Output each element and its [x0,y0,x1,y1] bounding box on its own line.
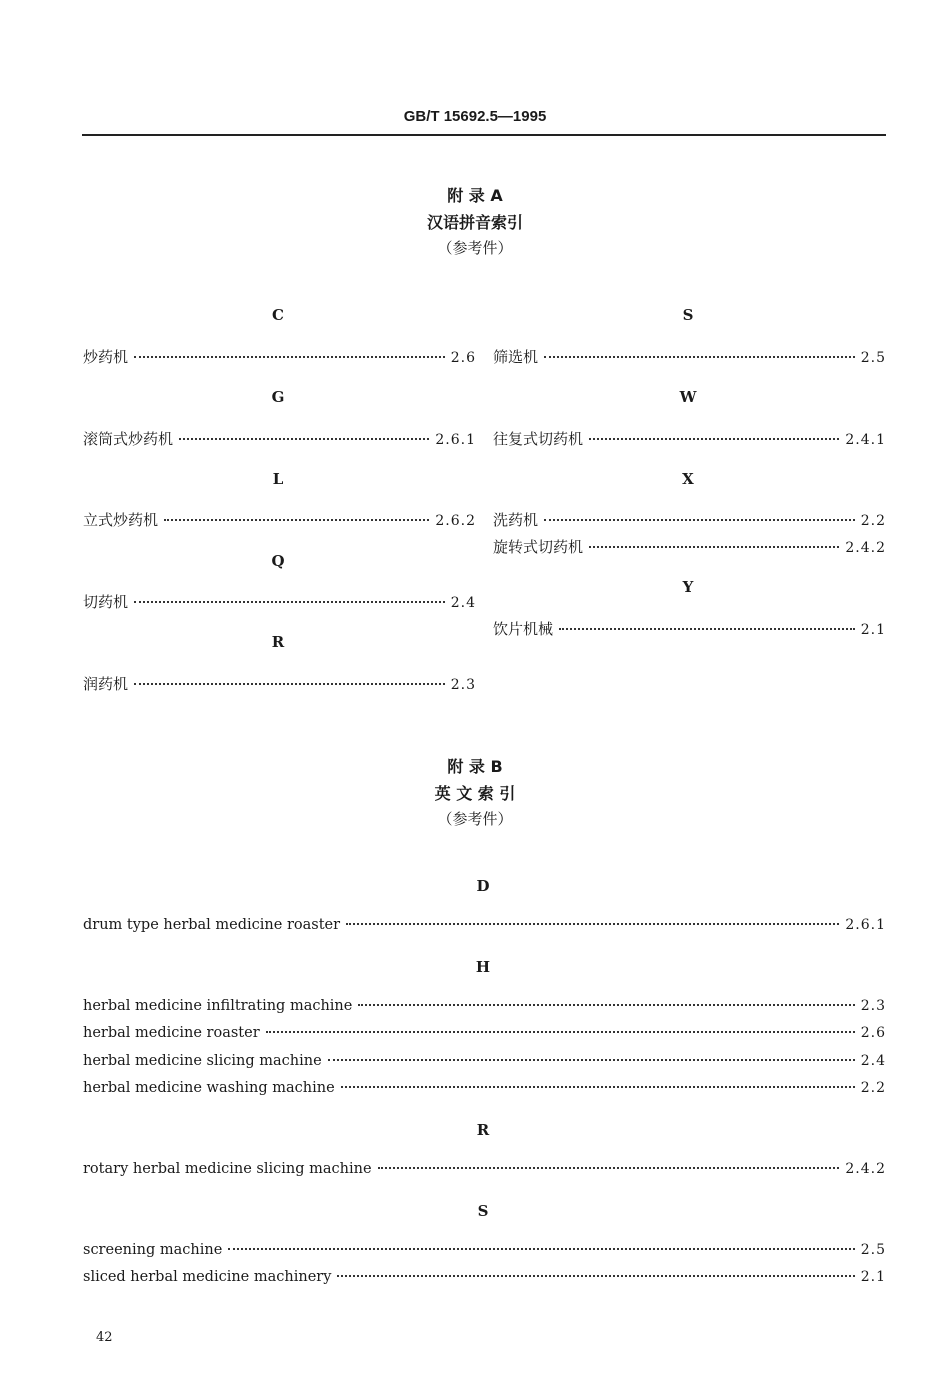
index-entry [493,536,886,556]
leader-dots [544,356,855,358]
entry-term: 往复式切药机 [493,430,584,448]
leader-dots [134,356,445,358]
leader-dots [337,1275,854,1277]
index-entry [83,1080,886,1100]
entry-number: 2.6 [860,1025,886,1041]
index-entry [493,618,886,638]
index-letter-d: D [476,877,490,895]
entry-number: 2.4.1 [845,432,886,448]
appendix-b-title: 英 文 索 引 [434,784,516,803]
entry-number: 2.2 [860,513,886,529]
entry-term: sliced herbal medicine machinery [83,1269,332,1285]
index-entry [83,917,886,937]
entry-term: 切药机 [83,593,129,611]
index-entry [83,346,476,366]
leader-dots [346,923,839,925]
entry-number: 2.6.1 [845,917,886,933]
entry-term: 旋转式切药机 [493,538,584,556]
entry-term: screening machine [83,1242,223,1258]
index-letter-r-en: R [476,1121,490,1139]
index-letter-s: S [682,306,694,324]
index-entry [83,1269,886,1289]
entry-number: 2.3 [450,677,476,693]
leader-dots [134,601,445,603]
index-entry [493,346,886,366]
page-number: 42 [96,1330,113,1345]
entry-number: 2.6 [450,350,476,366]
leader-dots [544,519,855,521]
entry-number: 2.5 [860,350,886,366]
index-letter-c: C [272,306,284,324]
leader-dots [589,438,839,440]
header-rule [82,134,886,136]
appendix-b-label: 附 录 B [447,757,503,776]
index-entry [83,1025,886,1045]
entry-number: 2.5 [860,1242,886,1258]
index-entry [493,428,886,448]
index-letter-q: Q [271,552,285,570]
entry-number: 2.3 [860,998,886,1014]
entry-term: herbal medicine infiltrating machine [83,998,353,1014]
entry-number: 2.4.2 [845,1161,886,1177]
entry-term: 滚筒式炒药机 [83,430,174,448]
entry-term: 筛选机 [493,348,539,366]
index-entry [83,998,886,1018]
entry-term: rotary herbal medicine slicing machine [83,1161,372,1177]
leader-dots [358,1004,854,1006]
entry-number: 2.4 [450,595,476,611]
leader-dots [328,1059,855,1061]
entry-number: 2.1 [860,622,886,638]
index-letter-s-en: S [477,1202,489,1220]
entry-number: 2.6.2 [435,513,476,529]
leader-dots [559,628,855,630]
entry-term: 炒药机 [83,348,129,366]
appendix-b-subtitle: （参考件） [437,810,513,828]
index-letter-g: G [271,388,285,406]
entry-term: herbal medicine slicing machine [83,1053,322,1069]
index-entry [83,1161,886,1181]
entry-number: 2.6.1 [435,432,476,448]
entry-term: herbal medicine washing machine [83,1080,335,1096]
index-letter-x: X [682,470,694,488]
index-letter-w: W [679,388,697,406]
entry-number: 2.4 [860,1053,886,1069]
entry-term: drum type herbal medicine roaster [83,917,341,933]
index-entry [83,1242,886,1262]
leader-dots [589,546,839,548]
index-entry [83,591,476,611]
entry-number: 2.2 [860,1080,886,1096]
entry-term: 润药机 [83,675,129,693]
appendix-a-subtitle: （参考件） [437,239,513,257]
leader-dots [228,1248,854,1250]
index-letter-y: Y [682,578,694,596]
index-letter-h: H [475,958,491,976]
leader-dots [378,1167,840,1169]
entry-term: herbal medicine roaster [83,1025,260,1041]
standard-code-header: GB/T 15692.5—1995 [403,108,547,125]
entry-term: 洗药机 [493,511,539,529]
leader-dots [164,519,429,521]
index-entry [493,509,886,529]
leader-dots [266,1031,855,1033]
index-entry [83,1053,886,1073]
entry-number: 2.1 [860,1269,886,1285]
entry-term: 饮片机械 [493,620,554,638]
index-entry [83,509,476,529]
leader-dots [341,1086,855,1088]
entry-term: 立式炒药机 [83,511,159,529]
leader-dots [134,683,445,685]
index-entry [83,673,476,693]
entry-number: 2.4.2 [845,540,886,556]
index-entry [83,428,476,448]
appendix-a-label: 附 录 A [447,186,503,205]
index-letter-r: R [271,633,285,651]
index-letter-l: L [272,470,284,488]
appendix-a-title: 汉语拼音索引 [426,213,523,232]
leader-dots [179,438,429,440]
